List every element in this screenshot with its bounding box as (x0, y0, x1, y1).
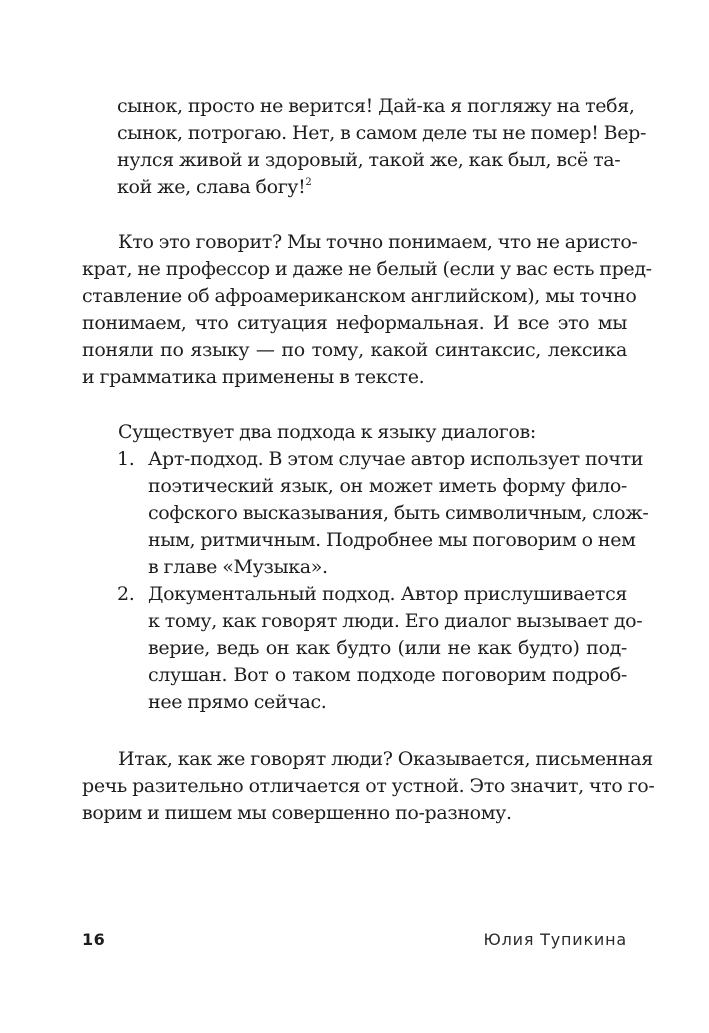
list-line: софского высказывания, быть символичным, слож- (148, 502, 649, 524)
paragraph-line: понимаем, что ситуация неформальная. И все это мы (82, 312, 627, 334)
list-line: в главе «Музыка». (148, 556, 328, 578)
list-number: 2. (117, 583, 135, 605)
paragraph-line: ставление об афроамериканском английском), мы точно (82, 285, 637, 307)
list-item (82, 446, 649, 581)
page-number: 16 (82, 930, 106, 949)
list-item-body (148, 581, 643, 716)
paragraph-line: Существует два подхода к языку диалогов: (118, 421, 536, 443)
block-quote (117, 93, 647, 201)
list-line: ным, ритмичным. Подробнее мы поговорим о нем (148, 529, 636, 551)
paragraph-line: и грамматика применены в тексте. (82, 366, 425, 388)
footnote-marker: 2 (305, 177, 312, 188)
numbered-list (82, 446, 649, 716)
quote-line: сынок, потрогаю. Нет, в самом деле ты не помер! Вер- (117, 122, 647, 144)
paragraph-3 (82, 746, 655, 827)
quote-line-last (117, 174, 592, 201)
quote-line-text: кой же, слава богу! (117, 176, 306, 198)
list-line: слушан. Вот о таком подходе поговорим подроб- (148, 664, 627, 686)
list-line: поэтический язык, он может иметь форму фило- (148, 475, 627, 497)
list-item (82, 581, 643, 716)
list-item-body (148, 446, 649, 581)
running-footer-author: Юлия Тупикина (483, 930, 627, 949)
paragraph-line: крат, не профессор и даже не белый (если у вас есть пред- (82, 258, 652, 280)
list-line: Арт-подход. В этом случае автор использует почти (148, 448, 644, 470)
paragraph-line: Кто это говорит? Мы точно понимаем, что не аристо- (118, 231, 638, 253)
paragraph-2 (82, 419, 627, 446)
list-line: Документальный подход. Автор прислушивается (148, 583, 627, 605)
list-number: 1. (117, 448, 135, 470)
paragraph-line: ворим и пишем мы совершенно по-разному. (82, 802, 512, 824)
paragraph-line: речь разительно отличается от устной. Это значит, что го- (82, 775, 655, 797)
paragraph-line: поняли по языку — по тому, какой синтаксис, лексика (82, 339, 627, 361)
list-line: нее прямо сейчас. (148, 691, 327, 713)
paragraph-1 (82, 229, 652, 391)
paragraph-line: Итак, как же говорят люди? Оказывается, письменная (118, 748, 653, 770)
quote-line: сынок, просто не верится! Дай-ка я погляжу на тебя, (117, 95, 635, 117)
quote-line: нулся живой и здоровый, такой же, как был, всё та- (117, 149, 621, 171)
list-line: верие, ведь он как будто (или не как будто) под- (148, 637, 627, 659)
list-line: к тому, как говорят люди. Его диалог вызывает до- (148, 610, 643, 632)
